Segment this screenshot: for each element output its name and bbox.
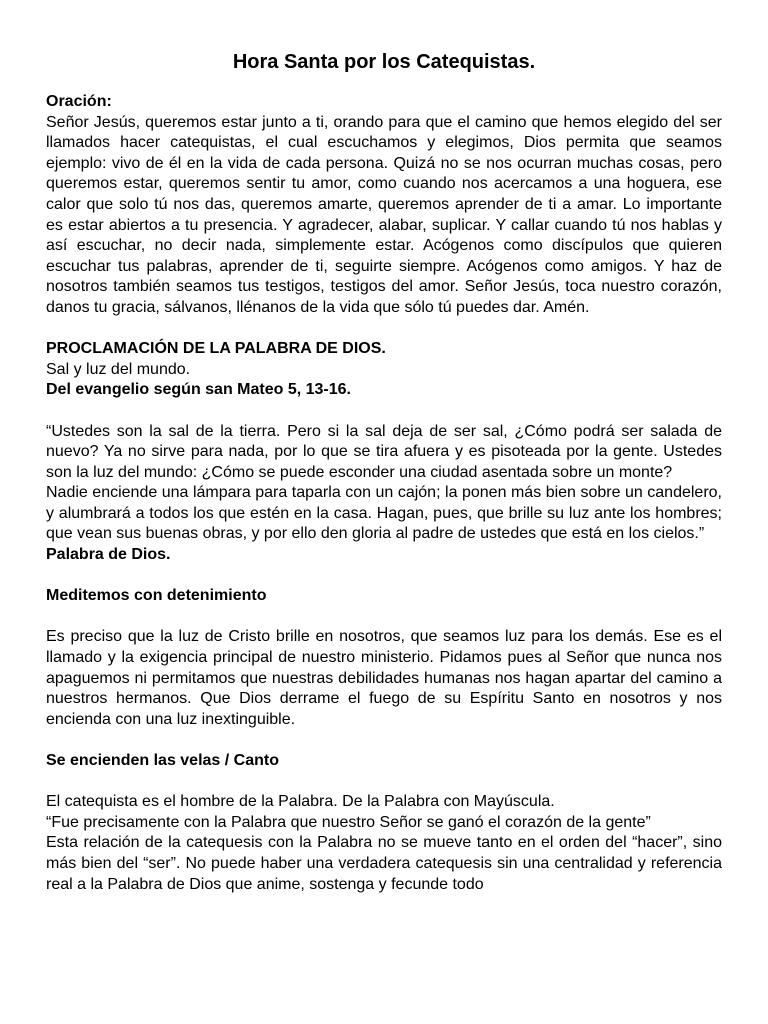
spacer (46, 772, 722, 793)
proclamacion-subtitle: Sal y luz del mundo. (46, 360, 191, 378)
spacer (46, 566, 722, 587)
spacer (46, 607, 722, 628)
proclamacion-section (46, 339, 722, 566)
spacer (46, 319, 722, 340)
velas-line-3: Esta relación de la catequesis con la Palabra no se mueve tanto en el orden del “hacer”, sino más bien del “ser”. No puede haber una verdadera catequesis sin una centralidad y referencia real a la Palabra de Dios que anime, sostenga y fecunde todo (46, 834, 722, 893)
gospel-paragraph-2: Nadie enciende una lámpara para taparla con un cajón; la ponen más bien sobre un candelero, y alumbrará a todos los que estén en la casa. Hagan, pues, que brille su luz ante los hombres; que vean sus buenas obras, y por ello den gloria al padre de ustedes que está en los cielos.” (46, 484, 722, 543)
oracion-text: Señor Jesús, queremos estar junto a ti, orando para que el camino que hemos elegido del ser llamados hacer catequistas, el cual escuchamos y elegimos, Dios permita que seamos ejemplo: vivo de él en la vida de cada persona. Quizá no se nos ocurran muchas cosas, pero queremos estar, queremos sentir tu amor, como cuando nos acercamos a una hoguera, ese calor que solo tú nos das, queremos amarte, queremos aprender de ti a amar. Lo importante es estar abiertos a tu presencia. Y agradecer, alabar, suplicar. Y callar cuando tú nos hablas y así escuchar, no decir nada, simplemente estar. Acógenos como discípulos que quieren escuchar tus palabras, aprender de ti, seguirte siempre. Acógenos como amigos. Y haz de nosotros también seamos tus testigos, testigos del amor. Señor Jesús, toca nuestro corazón, danos tu gracia, sálvanos, llénanos de la vida que sólo tú puedes dar. Amén. (46, 113, 722, 316)
velas-heading: Se encienden las velas / Canto (46, 752, 279, 769)
velas-line-2: “Fue precisamente con la Palabra que nuestro Señor se ganó el corazón de la gente” (46, 813, 651, 831)
proclamacion-heading: PROCLAMACIÓN DE LA PALABRA DE DIOS. (46, 340, 386, 358)
meditemos-heading: Meditemos con detenimiento (46, 587, 267, 605)
palabra-de-dios: Palabra de Dios. (46, 546, 171, 564)
gospel-paragraph-1: “Ustedes son la sal de la tierra. Pero si la sal deja de ser sal, ¿Cómo podrá ser salada de nuevo? Ya no sirve para nada, por lo que se tira afuera y es pisoteada por la gente. Ustedes son la luz del mundo: ¿Cómo se puede esconder una ciudad asentada sobre un monte? (46, 422, 722, 481)
velas-section (46, 751, 722, 895)
gospel-reference: Del evangelio según san Mateo 5, 13-16. (46, 381, 351, 399)
meditemos-text: Es preciso que la luz de Cristo brille en nosotros, que seamos luz para los demás. Ese es el llamado y la exigencia principal de nuestro ministerio. Pidamos pues al Señor que nunca nos apaguemos ni permitamos que nuestras debilidades humanas nos hagan apartar del camino a nuestros hermanos. Que Dios derrame el fuego de su Espíritu Santo en nosotros y nos encienda con una luz inextinguible. (46, 628, 722, 728)
spacer (46, 730, 722, 751)
meditemos-section (46, 586, 722, 730)
oracion-heading: Oración: (46, 93, 112, 110)
page-title: Hora Santa por los Catequistas. (232, 51, 536, 73)
spacer (46, 401, 722, 422)
velas-line-1: El catequista es el hombre de la Palabra. De la Palabra con Mayúscula. (46, 793, 555, 811)
oracion-section (46, 92, 722, 319)
